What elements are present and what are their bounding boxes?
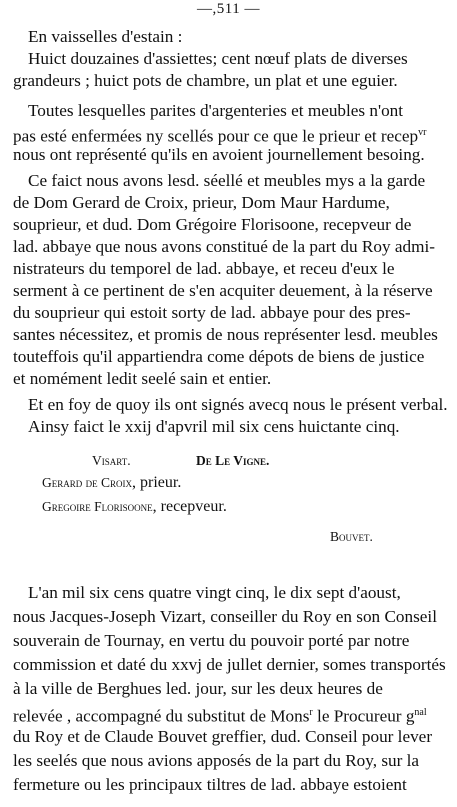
signature-gerard-de-croix bbox=[42, 473, 181, 493]
signature-title: , recepveur. bbox=[152, 498, 227, 515]
text-line: lad. abbaye que nous avons constitué de la part du Roy admi- bbox=[13, 237, 435, 256]
text-line: En vaisselles d'estain : bbox=[28, 27, 183, 46]
text-line: du Roy et de Claude Bouvet greffier, dud. Conseil pour lever bbox=[13, 727, 433, 746]
text-line: Et en foy de quoy ils ont signés avecq nous le présent verbal. bbox=[28, 395, 448, 414]
superscript: nal bbox=[414, 707, 427, 718]
text-line: à la ville de Berghues led. jour, sur les deux heures de bbox=[13, 679, 383, 698]
text-line: nous Jacques-Joseph Vizart, conseiller du Roy en son Conseil bbox=[13, 607, 437, 626]
signature-visart: Visart. bbox=[92, 453, 131, 468]
text-line: Ainsy faict le xxij d'apvril mil six cens huictante cinq. bbox=[28, 417, 400, 436]
signature-name: Gerard de Croix bbox=[42, 475, 133, 490]
text-line: fermeture ou les principaux tiltres de lad. abbaye estoient bbox=[13, 775, 407, 794]
text-line: les seelés que nous avions apposés de la part du Roy, sur la bbox=[13, 751, 420, 770]
text-line: du souprieur qui estoit sorty de lad. abbaye pour des pres- bbox=[13, 303, 411, 322]
signature-bouvet: Bouvet. bbox=[330, 529, 373, 544]
text-line: souprieur, et dud. Dom Grégoire Florisoone, recepveur de bbox=[13, 215, 412, 234]
text-line: serment à ce pertinent de s'en acquiter deuement, à la réserve bbox=[13, 281, 433, 300]
text-line: L'an mil six cens quatre vingt cinq, le dix sept d'aoust, bbox=[28, 583, 401, 602]
text-line: et nomément ledit seelé sain et entier. bbox=[13, 369, 272, 388]
text-line: santes nécessitez, et promis de nous représenter lesd. meubles bbox=[13, 325, 438, 344]
superscript: vr bbox=[418, 127, 427, 138]
text-line: Toutes lesquelles parites d'argenteries et meubles n'ont bbox=[28, 101, 404, 120]
signature-gregoire-florisoone bbox=[42, 497, 227, 517]
text-line: de Dom Gerard de Croix, prieur, Dom Maur Hardume, bbox=[13, 193, 390, 212]
text-line bbox=[13, 702, 427, 728]
text-fragment: le Procureur g bbox=[312, 706, 415, 726]
text-line: nous ont représenté qu'ils en avoient journellement besoing. bbox=[13, 145, 425, 164]
signature-title: , prieur. bbox=[132, 474, 182, 491]
signature-de-le-vigne: De Le Vigne. bbox=[196, 453, 270, 468]
text-line: touteffois qu'il appartiendra come dépots de biens de justice bbox=[13, 347, 425, 366]
superscript: r bbox=[309, 707, 313, 718]
text-line: Ce faict nous avons lesd. séellé et meubles mys a la garde bbox=[28, 171, 426, 190]
text-line: souverain de Tournay, en vertu du pouvoir porté par notre bbox=[13, 631, 410, 650]
signature-name: Gregoire Florisoone bbox=[42, 499, 153, 514]
text-fragment: relevée , accompagné du substitut de Mons bbox=[13, 706, 310, 726]
page-number: —,511 — bbox=[197, 1, 260, 17]
text-line: Huict douzaines d'assiettes; cent nœuf plats de diverses bbox=[28, 49, 408, 68]
text-line: commission et daté du xxvj de jullet dernier, somes transportés bbox=[13, 655, 446, 674]
text-fragment: pas esté enfermées ny scellés pour ce que le prieur et recep bbox=[13, 126, 419, 146]
text-line: grandeurs ; huict pots de chambre, un plat et une eguier. bbox=[13, 71, 398, 90]
text-line: nistrateurs du temporel de lad. abbaye, et receu d'eux le bbox=[13, 259, 395, 278]
